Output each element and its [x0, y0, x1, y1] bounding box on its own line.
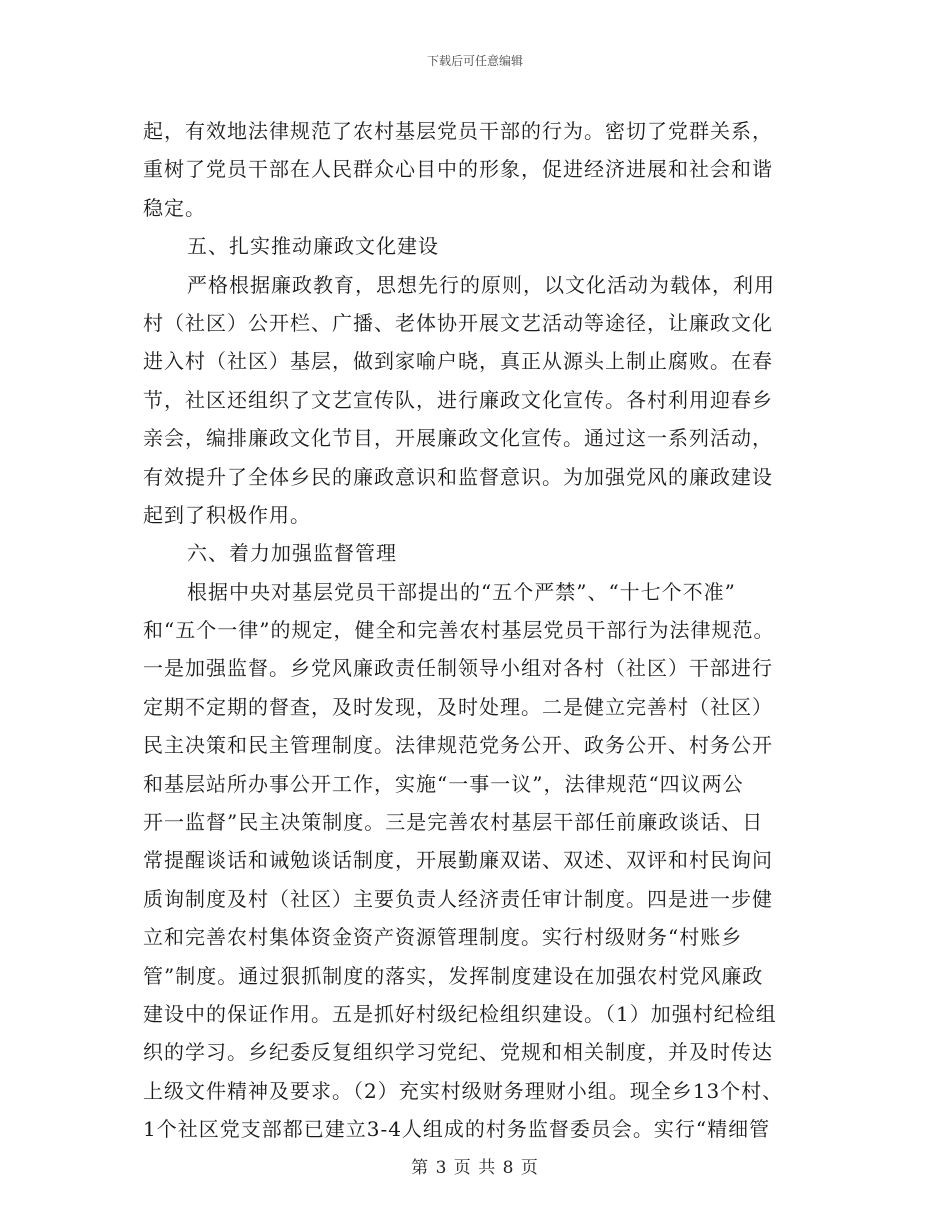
text-line: 亲会，编排廉政文化节目，开展廉政文化宣传。通过这一系列活动，	[143, 426, 773, 451]
text-line: 起，有效地法律规范了农村基层党员干部的行为。密切了党群关系，	[143, 119, 773, 143]
text-line: 起到了积极作用。	[143, 502, 311, 527]
text-line: 和“五个一律”的规定，健全和完善农村基层党员干部行为法律规范。	[143, 618, 775, 643]
text-line: 1个社区党支部都已建立3-4人组成的村务监督委员会。实行“精细管	[143, 1117, 771, 1142]
section-heading: 五、扎实推动廉政文化建设	[187, 234, 439, 259]
paragraph-start: 根据中央对基层党员干部提出的“五个严禁”、“十七个不准”	[187, 579, 736, 604]
page-number: 第 3 页 共 8 页	[411, 1158, 539, 1178]
text-line: 节，社区还组织了文艺宣传队，进行廉政文化宣传。各村利用迎春乡	[143, 387, 773, 412]
text-line: 民主决策和民主管理制度。法律规范党务公开、政务公开、村务公开	[143, 733, 773, 758]
text-line: 一是加强监督。乡党风廉政责任制领导小组对各村（社区）干部进行	[143, 656, 773, 681]
text-line: 重树了党员干部在人民群众心目中的形象，促进经济进展和社会和谐	[143, 157, 773, 182]
text-line: 和基层站所办事公开工作，实施“一事一议”，法律规范“四议两公	[143, 771, 744, 796]
section-heading: 六、着力加强监督管理	[187, 541, 397, 566]
text-line: 进入村（社区）基层，做到家喻户晓，真正从源头上制止腐败。在春	[143, 349, 773, 374]
text-line: 常提醒谈话和诫勉谈话制度，开展勤廉双诺、双述、双评和村民询问	[143, 848, 773, 873]
text-line: 稳定。	[143, 195, 206, 220]
text-line: 立和完善农村集体资金资产资源管理制度。实行村级财务“村账乡	[143, 925, 743, 950]
body-text	[143, 112, 807, 1149]
text-line: 上级文件精神及要求。（2）充实村级财务理财小组。现全乡13个村、	[143, 1078, 784, 1103]
text-line: 村（社区）公开栏、广播、老体协开展文艺活动等途径，让廉政文化	[143, 310, 773, 335]
text-line: 定期不定期的督查，及时发现，及时处理。二是健立完善村（社区）	[143, 694, 773, 719]
text-line: 有效提升了全体乡民的廉政意识和监督意识。为加强党风的廉政建设	[143, 464, 773, 489]
page-header: 下载后可任意编辑	[426, 54, 523, 68]
text-line: 管”制度。通过狠抓制度的落实，发挥制度建设在加强农村党风廉政	[143, 963, 764, 988]
text-line: 织的学习。乡纪委反复组织学习党纪、党规和相关制度，并及时传达	[143, 1040, 773, 1065]
text-line: 建设中的保证作用。五是抓好村级纪检组织建设。（1）加强村纪检组	[143, 1001, 777, 1026]
paragraph-start: 严格根据廉政教育，思想先行的原则，以文化活动为载体，利用	[187, 272, 775, 297]
text-line: 质询制度及村（社区）主要负责人经济责任审计制度。四是进一步健	[143, 886, 773, 911]
text-line: 开一监督”民主决策制度。三是完善农村基层干部任前廉政谈话、日	[143, 810, 764, 835]
